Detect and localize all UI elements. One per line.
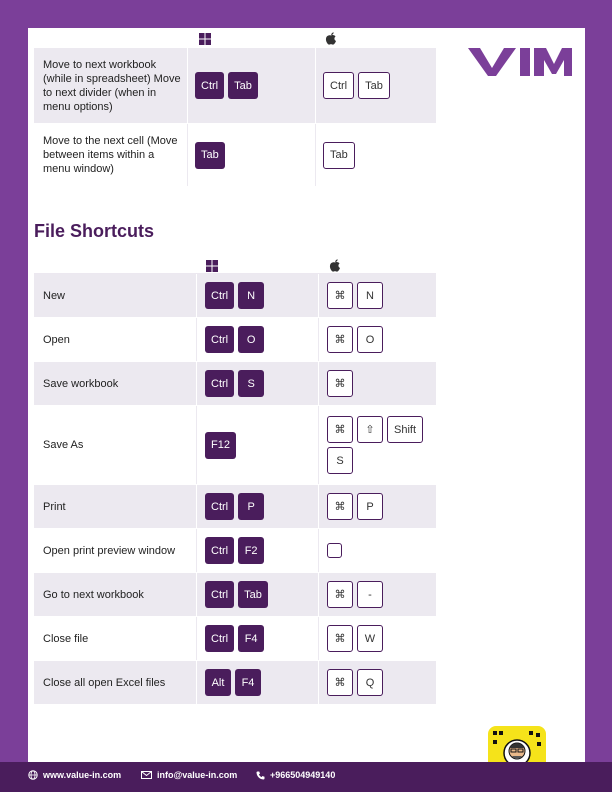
key-cap: Ctrl <box>205 537 234 564</box>
windows-keys <box>196 318 318 361</box>
key-cap: - <box>357 581 383 608</box>
windows-keys <box>187 48 315 123</box>
shortcut-label: Move to next workbook (while in spreadsheet) Move to next divider (when in menu options) <box>43 58 181 113</box>
footer-website[interactable] <box>28 770 121 780</box>
windows-keys <box>196 362 318 405</box>
website-text: www.value-in.com <box>43 770 122 780</box>
table-row <box>34 485 436 528</box>
key-cap: W <box>357 625 383 652</box>
table-row <box>34 573 436 616</box>
key-cap: P <box>357 493 383 520</box>
mac-keys <box>318 485 436 528</box>
table-row <box>34 48 436 123</box>
phone-icon <box>256 771 265 780</box>
windows-icon <box>206 260 218 272</box>
shortcut-label: Open <box>43 333 70 346</box>
top-shortcut-table <box>34 48 436 187</box>
key-cap: Tab <box>238 581 268 608</box>
shortcut-label: Print <box>43 500 66 513</box>
key-cap: Ctrl <box>205 581 234 608</box>
key-cap: O <box>238 326 264 353</box>
key-cap: ⇧ <box>357 416 383 443</box>
shortcut-label: Close all open Excel files <box>43 676 166 689</box>
key-cap: ⌘ <box>327 581 353 608</box>
globe-icon <box>28 770 38 780</box>
file-shortcut-table <box>34 274 436 705</box>
key-cap: Tab <box>195 142 225 169</box>
shortcut-label: Save As <box>43 439 84 451</box>
key-cap: O <box>357 326 383 353</box>
key-cap: Tab <box>228 72 258 99</box>
os-header-top <box>34 31 436 47</box>
key-cap: S <box>238 370 264 397</box>
key-cap: Tab <box>323 142 355 169</box>
key-cap: N <box>357 282 383 309</box>
mac-keys <box>318 573 436 616</box>
envelope-icon <box>141 771 152 779</box>
key-cap: Ctrl <box>323 72 354 99</box>
windows-keys <box>187 124 315 186</box>
key-cap: F4 <box>235 669 261 696</box>
shortcut-label: Save workbook <box>43 377 119 390</box>
apple-icon <box>329 259 341 272</box>
key-cap: ⌘ <box>327 669 353 696</box>
key-cap: Tab <box>358 72 390 99</box>
key-cap: Ctrl <box>205 326 234 353</box>
empty-key-cap <box>327 543 342 558</box>
page-sheet <box>28 28 585 762</box>
key-cap: Shift <box>387 416 423 443</box>
windows-keys <box>196 485 318 528</box>
shortcut-label: Open print preview window <box>43 544 176 557</box>
table-row <box>34 406 436 484</box>
key-cap: P <box>238 493 264 520</box>
key-cap: F2 <box>238 537 264 564</box>
mac-keys <box>318 661 436 704</box>
key-cap: Ctrl <box>205 370 234 397</box>
windows-keys <box>196 573 318 616</box>
mac-keys <box>318 318 436 361</box>
table-row <box>34 617 436 660</box>
key-cap: F4 <box>238 625 264 652</box>
footer-phone[interactable] <box>256 770 335 780</box>
mac-keys <box>318 406 436 484</box>
mac-keys <box>318 529 436 572</box>
windows-keys <box>196 661 318 704</box>
table-row <box>34 318 436 361</box>
key-cap: ⌘ <box>327 416 353 443</box>
apple-icon <box>325 32 337 45</box>
shortcut-label: Move to the next cell (Move between items within a menu window) <box>43 135 178 175</box>
email-text: info@value-in.com <box>157 770 238 780</box>
mac-keys <box>315 124 436 186</box>
key-cap: Ctrl <box>205 625 234 652</box>
windows-keys <box>196 406 318 484</box>
key-cap: Q <box>357 669 383 696</box>
footer-bar <box>0 762 612 792</box>
key-cap: Ctrl <box>195 72 224 99</box>
key-cap: ⌘ <box>327 326 353 353</box>
key-cap: S <box>327 447 353 474</box>
table-row <box>34 661 436 704</box>
key-cap: Ctrl <box>205 493 234 520</box>
key-cap: Alt <box>205 669 231 696</box>
mac-keys <box>318 362 436 405</box>
phone-text: +966504949140 <box>270 770 336 780</box>
table-row <box>34 274 436 317</box>
table-row <box>34 529 436 572</box>
key-cap: ⌘ <box>327 493 353 520</box>
os-header-file <box>34 258 436 274</box>
shortcut-label: Go to next workbook <box>43 588 144 601</box>
key-cap: ⌘ <box>327 370 353 397</box>
mac-keys <box>318 274 436 317</box>
key-cap: ⌘ <box>327 282 353 309</box>
table-row <box>34 124 436 186</box>
shortcut-label: New <box>43 289 66 302</box>
key-cap: N <box>238 282 264 309</box>
key-cap: Ctrl <box>205 282 234 309</box>
vim-logo <box>466 44 574 78</box>
windows-icon <box>199 33 211 45</box>
windows-keys <box>196 274 318 317</box>
mac-keys <box>315 48 436 123</box>
table-row <box>34 362 436 405</box>
footer-email[interactable] <box>141 770 237 780</box>
key-cap: F12 <box>205 432 236 459</box>
windows-keys <box>196 529 318 572</box>
section-title: File Shortcuts <box>34 221 155 241</box>
windows-keys <box>196 617 318 660</box>
shortcut-label: Close file <box>43 632 89 645</box>
mac-keys <box>318 617 436 660</box>
key-cap: ⌘ <box>327 625 353 652</box>
